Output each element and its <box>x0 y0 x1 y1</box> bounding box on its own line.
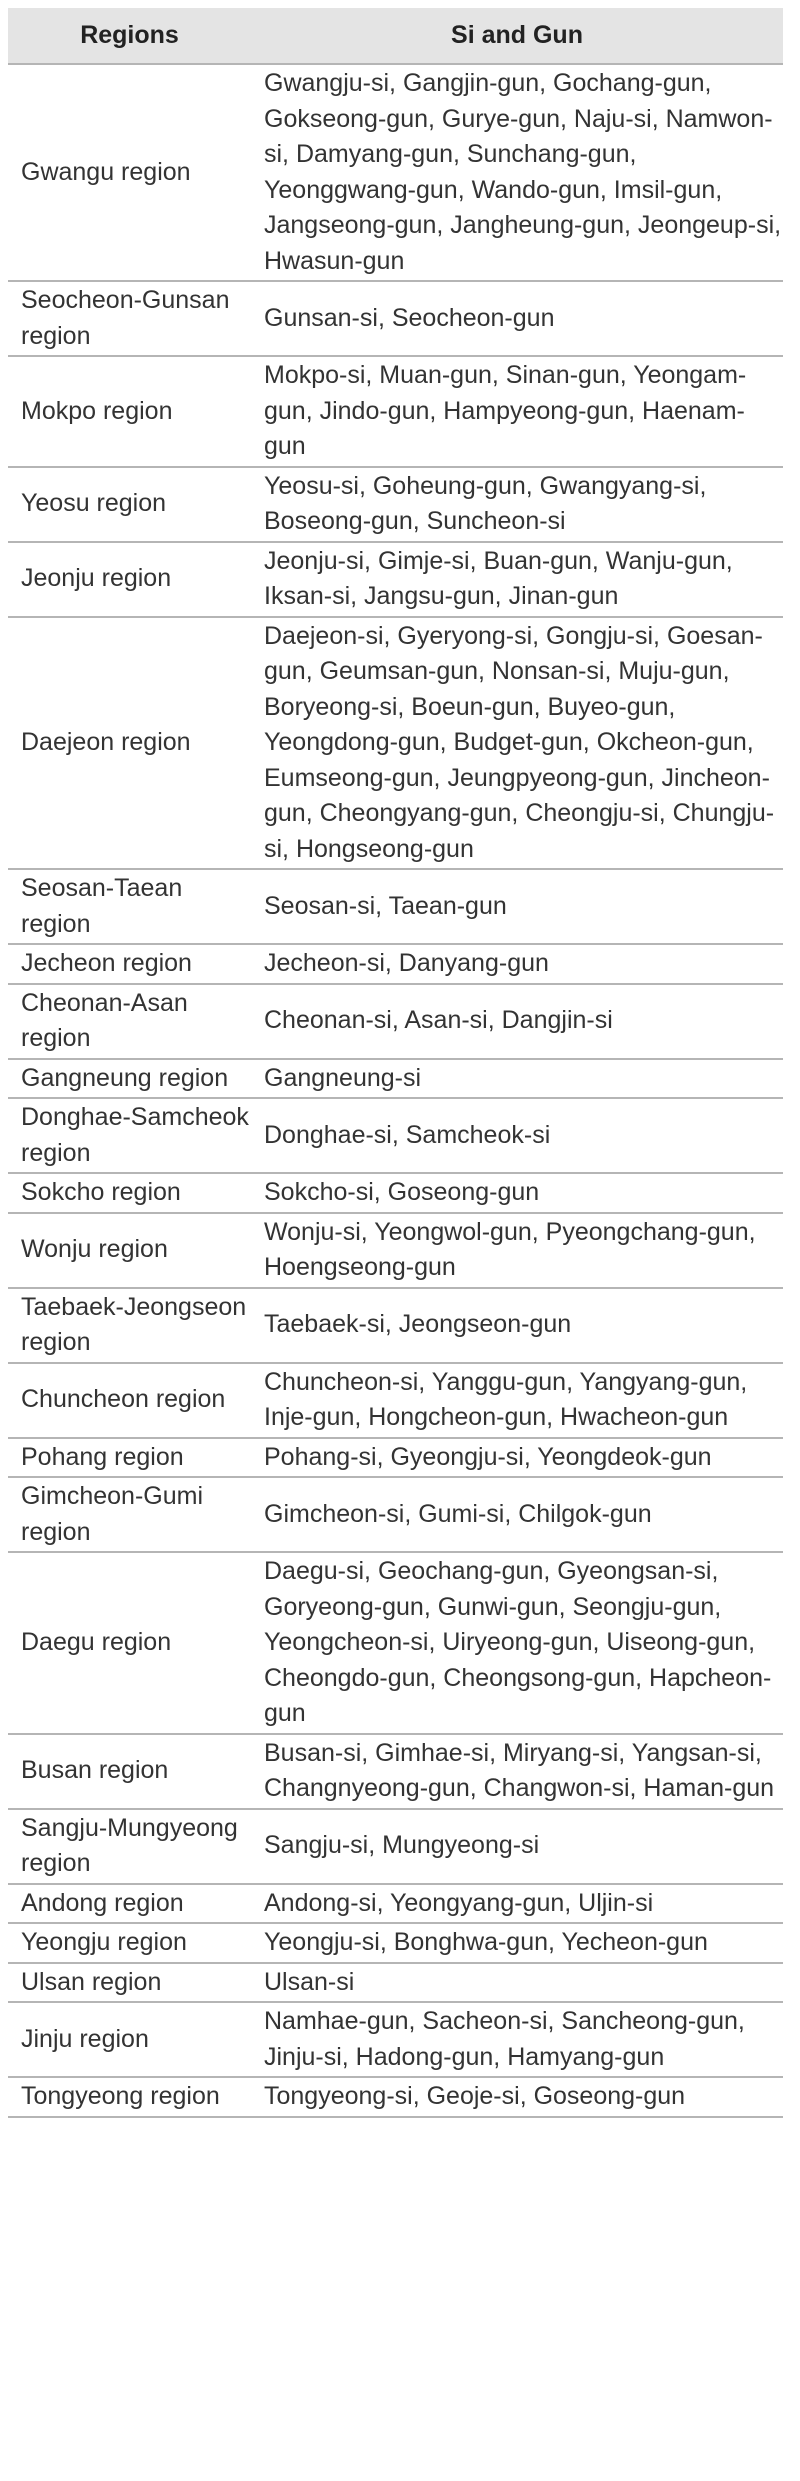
si-and-gun-cell: Yeosu-si, Goheung-gun, Gwangyang-si, Boseong-gun, Suncheon-si <box>251 467 783 542</box>
table-row <box>8 984 783 1059</box>
table-row <box>8 1438 783 1478</box>
regions-table <box>8 8 783 2118</box>
region-cell: Mokpo region <box>8 356 251 467</box>
table-row <box>8 1288 783 1363</box>
si-and-gun-cell: Cheonan-si, Asan-si, Dangjin-si <box>251 984 783 1059</box>
region-cell: Daegu region <box>8 1552 251 1734</box>
si-and-gun-cell: Jeonju-si, Gimje-si, Buan-gun, Wanju-gun, Iksan-si, Jangsu-gun, Jinan-gun <box>251 542 783 617</box>
region-cell: Cheonan-Asan region <box>8 984 251 1059</box>
table-row <box>8 617 783 870</box>
region-cell: Donghae-Samcheok region <box>8 1098 251 1173</box>
si-and-gun-cell: Andong-si, Yeongyang-gun, Uljin-si <box>251 1884 783 1924</box>
si-and-gun-cell: Busan-si, Gimhae-si, Miryang-si, Yangsan-si, Changnyeong-gun, Changwon-si, Haman-gun <box>251 1734 783 1809</box>
region-cell: Seocheon-Gunsan region <box>8 281 251 356</box>
table-row <box>8 281 783 356</box>
header-row <box>8 8 783 64</box>
si-and-gun-cell: Gunsan-si, Seocheon-gun <box>251 281 783 356</box>
region-cell: Gwangu region <box>8 64 251 281</box>
table-row <box>8 869 783 944</box>
table-row <box>8 1809 783 1884</box>
table-row <box>8 1477 783 1552</box>
si-and-gun-cell: Sangju-si, Mungyeong-si <box>251 1809 783 1884</box>
region-cell: Wonju region <box>8 1213 251 1288</box>
table-row <box>8 356 783 467</box>
region-cell: Sangju-Mungyeong region <box>8 1809 251 1884</box>
region-cell: Yeosu region <box>8 467 251 542</box>
table-row <box>8 1059 783 1099</box>
table-row <box>8 1884 783 1924</box>
si-and-gun-cell: Pohang-si, Gyeongju-si, Yeongdeok-gun <box>251 1438 783 1478</box>
table-row <box>8 2077 783 2117</box>
region-cell: Gimcheon-Gumi region <box>8 1477 251 1552</box>
si-and-gun-cell: Gimcheon-si, Gumi-si, Chilgok-gun <box>251 1477 783 1552</box>
si-and-gun-cell: Sokcho-si, Goseong-gun <box>251 1173 783 1213</box>
table-row <box>8 1363 783 1438</box>
table-row <box>8 1173 783 1213</box>
region-cell: Sokcho region <box>8 1173 251 1213</box>
table-row <box>8 944 783 984</box>
si-and-gun-cell: Daegu-si, Geochang-gun, Gyeongsan-si, Goryeong-gun, Gunwi-gun, Seongju-gun, Yeongcheon-si, Uiryeong-gun, Uiseong-gun, Cheongdo-gun, Cheongsong-gun, Hapcheon-gun <box>251 1552 783 1734</box>
si-and-gun-cell: Tongyeong-si, Geoje-si, Goseong-gun <box>251 2077 783 2117</box>
region-cell: Tongyeong region <box>8 2077 251 2117</box>
table-row <box>8 1213 783 1288</box>
header-si-and-gun: Si and Gun <box>251 8 783 64</box>
region-cell: Jeonju region <box>8 542 251 617</box>
table-row <box>8 1098 783 1173</box>
region-cell: Chuncheon region <box>8 1363 251 1438</box>
si-and-gun-cell: Yeongju-si, Bonghwa-gun, Yecheon-gun <box>251 1923 783 1963</box>
table-row <box>8 64 783 281</box>
si-and-gun-cell: Daejeon-si, Gyeryong-si, Gongju-si, Goesan-gun, Geumsan-gun, Nonsan-si, Muju-gun, Boryeong-si, Boeun-gun, Buyeo-gun, Yeongdong-gun, Budget-gun, Okcheon-gun, Eumseong-gun, Jeungpyeong-gun, Jincheon-gun, Cheongyang-gun, Cheongju-si, Chungju-si, Hongseong-gun <box>251 617 783 870</box>
si-and-gun-cell: Wonju-si, Yeongwol-gun, Pyeongchang-gun, Hoengseong-gun <box>251 1213 783 1288</box>
table-row <box>8 467 783 542</box>
region-cell: Seosan-Taean region <box>8 869 251 944</box>
table-row <box>8 1963 783 2003</box>
table-body <box>8 64 783 2117</box>
si-and-gun-cell: Chuncheon-si, Yanggu-gun, Yangyang-gun, Inje-gun, Hongcheon-gun, Hwacheon-gun <box>251 1363 783 1438</box>
region-cell: Gangneung region <box>8 1059 251 1099</box>
header-regions: Regions <box>8 8 251 64</box>
region-cell: Busan region <box>8 1734 251 1809</box>
si-and-gun-cell: Donghae-si, Samcheok-si <box>251 1098 783 1173</box>
region-cell: Jinju region <box>8 2002 251 2077</box>
table-row <box>8 1552 783 1734</box>
si-and-gun-cell: Gangneung-si <box>251 1059 783 1099</box>
region-cell: Taebaek-Jeongseon region <box>8 1288 251 1363</box>
si-and-gun-cell: Taebaek-si, Jeongseon-gun <box>251 1288 783 1363</box>
region-cell: Jecheon region <box>8 944 251 984</box>
table-row <box>8 2002 783 2077</box>
region-cell: Andong region <box>8 1884 251 1924</box>
region-cell: Yeongju region <box>8 1923 251 1963</box>
si-and-gun-cell: Jecheon-si, Danyang-gun <box>251 944 783 984</box>
si-and-gun-cell: Namhae-gun, Sacheon-si, Sancheong-gun, Jinju-si, Hadong-gun, Hamyang-gun <box>251 2002 783 2077</box>
table-row <box>8 1923 783 1963</box>
si-and-gun-cell: Ulsan-si <box>251 1963 783 2003</box>
si-and-gun-cell: Seosan-si, Taean-gun <box>251 869 783 944</box>
si-and-gun-cell: Gwangju-si, Gangjin-gun, Gochang-gun, Gokseong-gun, Gurye-gun, Naju-si, Namwon-si, Damyang-gun, Sunchang-gun, Yeonggwang-gun, Wando-gun, Imsil-gun, Jangseong-gun, Jangheung-gun, Jeongeup-si, Hwasun-gun <box>251 64 783 281</box>
region-cell: Daejeon region <box>8 617 251 870</box>
region-cell: Pohang region <box>8 1438 251 1478</box>
table-row <box>8 1734 783 1809</box>
region-cell: Ulsan region <box>8 1963 251 2003</box>
table-row <box>8 542 783 617</box>
si-and-gun-cell: Mokpo-si, Muan-gun, Sinan-gun, Yeongam-gun, Jindo-gun, Hampyeong-gun, Haenam-gun <box>251 356 783 467</box>
